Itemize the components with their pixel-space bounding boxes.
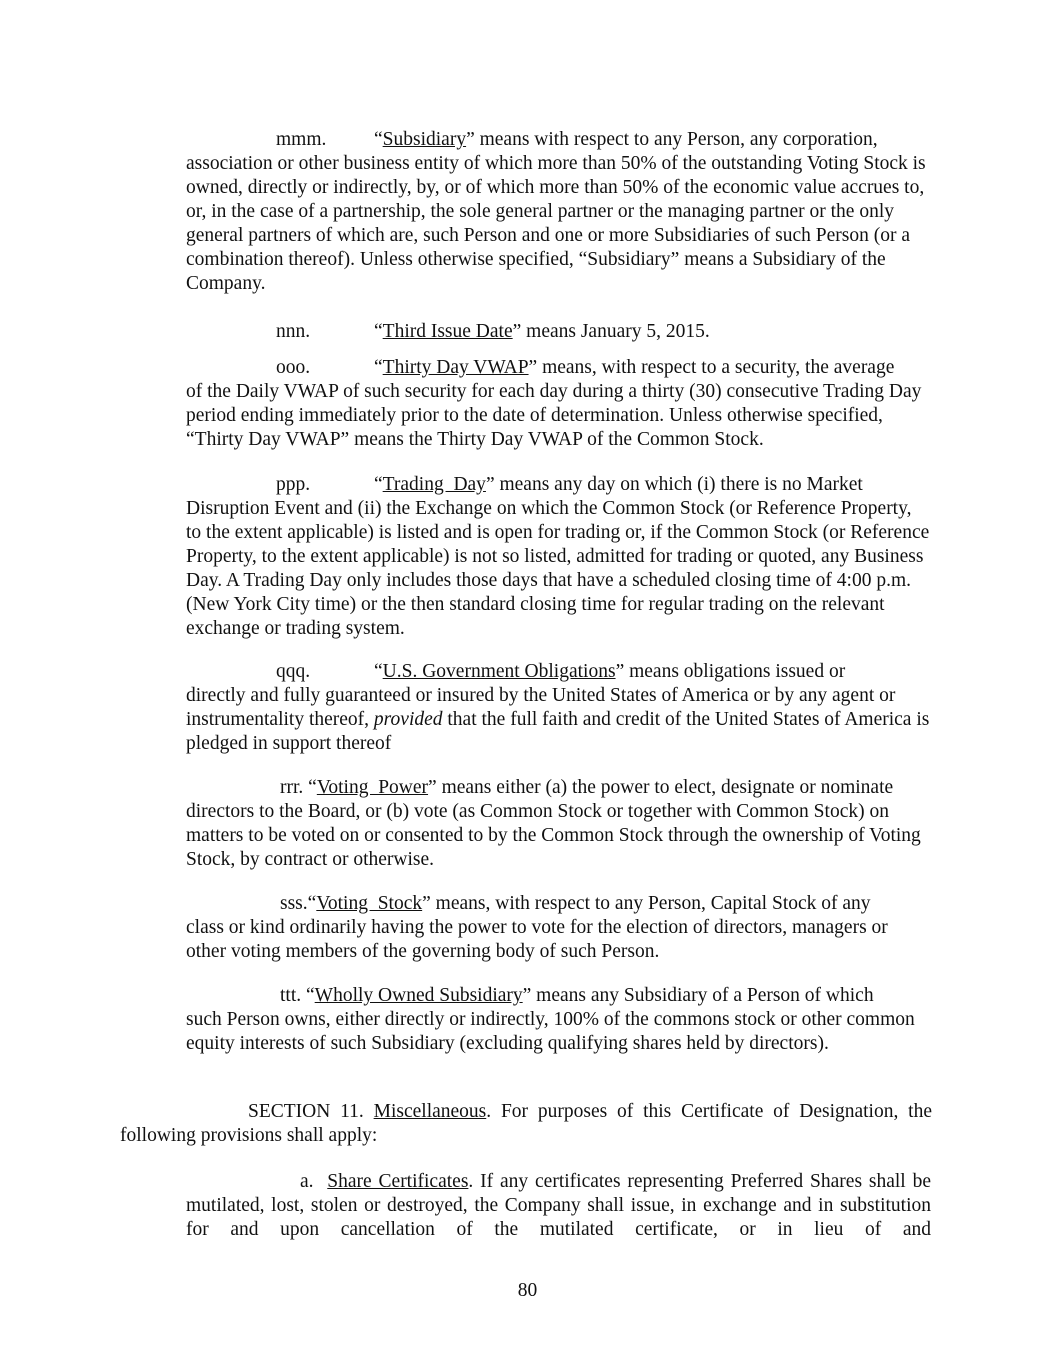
quote-mark: “ — [374, 357, 383, 378]
definition-text: ” means any day on which (i) there is no Market — [485, 474, 863, 495]
definition-us-government-obligations — [186, 660, 931, 756]
clause-marker: ttt. — [280, 985, 302, 1006]
definition-first-line — [186, 356, 931, 380]
section-heading-line — [120, 1100, 932, 1124]
definition-voting-power — [186, 776, 931, 872]
page-number: 80 — [517, 1280, 538, 1301]
section-title: Miscellaneous — [373, 1101, 487, 1122]
definition-body: class or kind ordinarily having the power to vote for the election of directors, managers or other voting members of the governing body of such Person. — [186, 917, 888, 962]
body-text: that the full faith and credit of the United States of America is pledged in support thereof — [186, 709, 930, 754]
defined-term: Third Issue Date — [382, 321, 513, 342]
defined-term: Subsidiary — [382, 129, 467, 150]
definition-text: ” means any Subsidiary of a Person of which — [522, 985, 874, 1006]
definition-body: Disruption Event and (ii) the Exchange on which the Common Stock (or Reference Property, to the extent applicable) is listed and is open for trading or, if the Common Stock (or Reference Property, to the extent applicable) is not so listed, admitted for trading or quoted, any Business Day. A Trading Day only includes those days that have a scheduled closing time of 4:00 p.m. (New York City time) or the then standard closing time for regular trading on the relevant exchange or trading system. — [186, 498, 930, 639]
quote-mark: “ — [307, 893, 317, 914]
clause-marker: qqq. — [276, 661, 311, 682]
defined-term: U.S. Government Obligations — [382, 661, 616, 682]
section-number: SECTION 11. — [248, 1101, 374, 1122]
definition-first-line — [186, 776, 931, 800]
section-intro-text: . For purposes of this Certificate of Designation, the — [486, 1101, 932, 1122]
definition-body: association or other business entity of which more than 50% of the outstanding Voting Stock is owned, directly or indirectly, by, or of which more than 50% of the economic value accrues to, or, in the case of a partnership, the sole general partner or the managing partner or the only general partners of which are, such Person and one or more Subsidiaries of such Person (or a combination thereof). Unless otherwise specified, “Subsidiary” means a Subsidiary of the Company. — [186, 153, 926, 294]
body-text: directly and fully guaranteed or insured by the United States of America or by any agent or instrumentality thereof, — [186, 685, 896, 730]
definition-text: ” means either (a) the power to elect, designate or nominate — [428, 777, 894, 798]
quote-mark: “ — [374, 129, 383, 150]
defined-term: Voting Power — [316, 777, 429, 798]
item-text: . If any certificates representing Preferred Shares shall be — [468, 1171, 931, 1192]
item-marker: a. — [300, 1171, 314, 1192]
definition-body: such Person owns, either directly or indirectly, 100% of the commons stock or other common equity interests of such Subsidiary (excluding qualifying shares held by directors). — [186, 1009, 915, 1054]
clause-marker: sss. — [280, 893, 308, 914]
item-first-line — [186, 1170, 931, 1194]
quote-mark: “ — [374, 661, 383, 682]
item-body: mutilated, lost, stolen or destroyed, the Company shall issue, in exchange and in substitution for and upon cancellation of the mutilated certificate, or in lieu of and — [186, 1195, 931, 1240]
definition-text: ” means with respect to any Person, any corporation, — [466, 129, 878, 150]
definition-first-line — [186, 473, 931, 497]
definition-first-line — [186, 660, 931, 684]
italic-term: provided — [373, 709, 443, 730]
definition-first-line — [186, 128, 931, 152]
section-intro-body: following provisions shall apply: — [120, 1125, 378, 1146]
definition-third-issue-date — [186, 320, 931, 344]
quote-mark: “ — [301, 985, 315, 1006]
definition-trading-day — [186, 473, 931, 641]
definition-first-line — [186, 320, 931, 344]
definition-text: ” means obligations issued or — [615, 661, 846, 682]
definition-body: of the Daily VWAP of such security for each day during a thirty (30) consecutive Trading Day period ending immediately prior to the date of determination. Unless otherwise specified, “Thirty Day VWAP” means the Thirty Day VWAP of the Common Stock. — [186, 381, 922, 450]
clause-marker: rrr. — [280, 777, 304, 798]
defined-term: Wholly Owned Subsidiary — [314, 985, 523, 1006]
defined-term: Trading Day — [382, 474, 486, 495]
definition-body — [186, 684, 931, 756]
definition-first-line — [186, 892, 931, 916]
definition-subsidiary — [186, 128, 931, 296]
clause-marker: nnn. — [276, 321, 311, 342]
definition-text: ” means January 5, 2015. — [512, 321, 710, 342]
defined-term: Thirty Day VWAP — [382, 357, 529, 378]
definition-first-line — [186, 984, 931, 1008]
definition-text: ” means, with respect to any Person, Capital Stock of any — [422, 893, 871, 914]
defined-term: Voting Stock — [316, 893, 423, 914]
definition-wholly-owned-subsidiary — [186, 984, 931, 1056]
clause-marker: ppp. — [276, 474, 311, 495]
item-share-certificates — [186, 1170, 931, 1242]
clause-marker: mmm. — [276, 129, 327, 150]
quote-mark: “ — [374, 474, 383, 495]
definition-text: ” means, with respect to a security, the average — [528, 357, 895, 378]
definition-thirty-day-vwap — [186, 356, 931, 452]
clause-marker: ooo. — [276, 357, 311, 378]
item-title: Share Certificates — [327, 1171, 469, 1192]
section-11 — [120, 1100, 932, 1148]
quote-mark: “ — [303, 777, 317, 798]
quote-mark: “ — [374, 321, 383, 342]
definition-body: directors to the Board, or (b) vote (as Common Stock or together with Common Stock) on matters to be voted on or consented to by the Common Stock through the ownership of Voting Stock, by contract or otherwise. — [186, 801, 921, 870]
definition-voting-stock — [186, 892, 931, 964]
